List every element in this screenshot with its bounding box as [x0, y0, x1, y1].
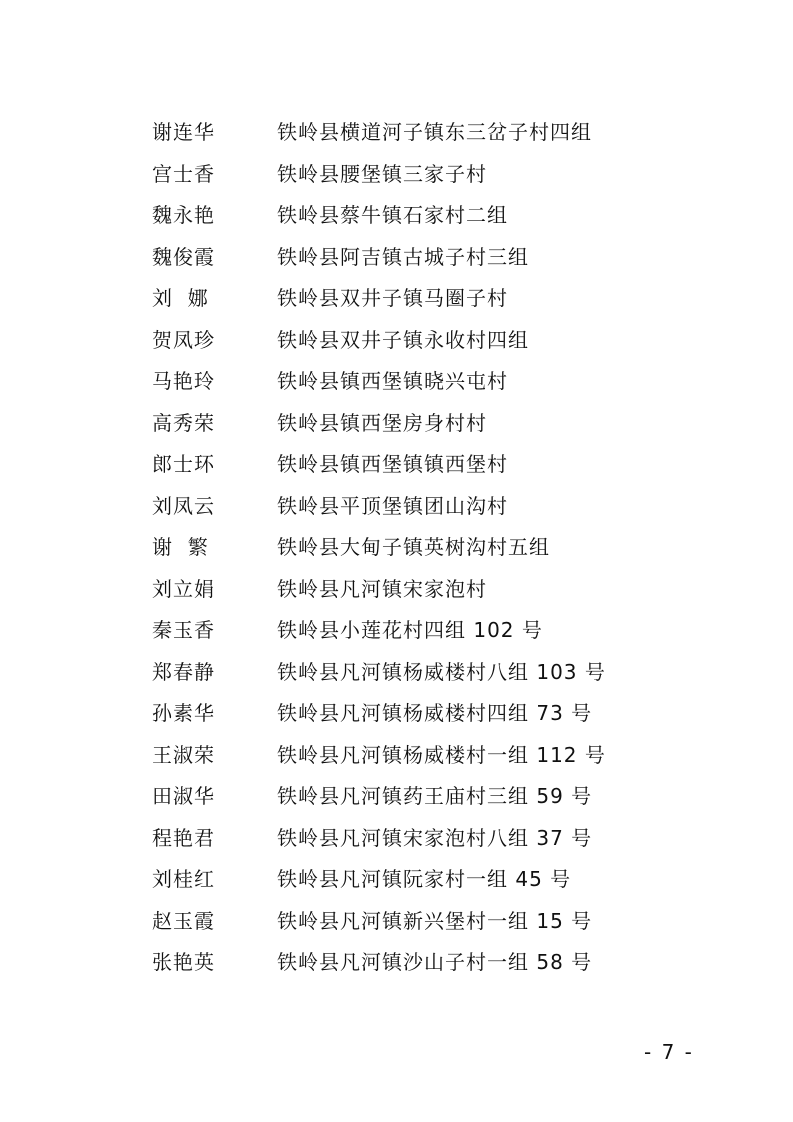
person-address: 铁岭县凡河镇药王庙村三组 59 号: [277, 784, 593, 808]
list-item: [0, 654, 793, 696]
list-item: [0, 363, 793, 405]
person-address: 铁岭县凡河镇宋家泡村八组 37 号: [277, 825, 593, 850]
list-item: [0, 446, 793, 488]
person-address: 铁岭县镇西堡镇晓兴屯村: [277, 369, 508, 393]
person-name: 郎士环: [152, 452, 215, 476]
list-item: [0, 405, 793, 447]
person-address: 铁岭县阿吉镇古城子村三组: [277, 244, 529, 269]
list-item: [0, 529, 793, 571]
person-address: 铁岭县镇西堡镇镇西堡村: [277, 452, 508, 476]
person-name: 程艳君: [152, 825, 215, 850]
list-item: [0, 944, 793, 986]
list-item: [0, 612, 793, 654]
person-name: 赵玉霞: [152, 908, 215, 933]
list-item: [0, 197, 793, 239]
person-address: 铁岭县凡河镇杨威楼村一组 112 号: [277, 742, 606, 767]
person-address: 铁岭县大甸子镇英树沟村五组: [277, 535, 550, 559]
person-address: 铁岭县蔡牛镇石家村二组: [277, 203, 508, 227]
name-address-list: [0, 114, 793, 986]
person-address: 铁岭县横道河子镇东三岔子村四组: [277, 120, 592, 144]
person-name: 刘桂红: [152, 867, 215, 891]
list-item: [0, 156, 793, 198]
list-item: [0, 239, 793, 281]
person-name: 王淑荣: [152, 742, 215, 767]
person-name: 马艳玲: [152, 369, 215, 393]
person-name: 宫士香: [152, 161, 215, 186]
list-item: [0, 695, 793, 737]
person-address: 铁岭县镇西堡房身村村: [277, 410, 487, 435]
person-address: 铁岭县小莲花村四组 102 号: [277, 618, 543, 642]
person-address: 铁岭县凡河镇杨威楼村八组 103 号: [277, 659, 606, 684]
person-name: 谢 繁: [152, 535, 209, 559]
list-item: [0, 820, 793, 862]
person-address: 铁岭县凡河镇沙山子村一组 58 号: [277, 950, 593, 974]
list-item: [0, 280, 793, 322]
list-item: [0, 571, 793, 613]
person-address: 铁岭县双井子镇马圈子村: [277, 286, 508, 310]
person-name: 贺凤珍: [152, 327, 215, 352]
person-name: 刘立娟: [152, 576, 215, 601]
list-item: [0, 488, 793, 530]
person-name: 高秀荣: [152, 410, 215, 435]
person-name: 田淑华: [152, 784, 215, 808]
list-item: [0, 778, 793, 820]
person-name: 魏永艳: [152, 203, 215, 227]
person-name: 刘 娜: [152, 286, 209, 310]
list-item: [0, 114, 793, 156]
person-name: 魏俊霞: [152, 244, 215, 269]
person-address: 铁岭县凡河镇阮家村一组 45 号: [277, 867, 572, 891]
list-item: [0, 903, 793, 945]
person-name: 秦玉香: [152, 618, 215, 642]
person-address: 铁岭县凡河镇宋家泡村: [277, 576, 487, 601]
person-address: 铁岭县凡河镇杨威楼村四组 73 号: [277, 701, 593, 725]
person-name: 谢连华: [152, 120, 215, 144]
page-number: - 7 -: [644, 1040, 694, 1064]
list-item: [0, 322, 793, 364]
list-item: [0, 737, 793, 779]
person-address: 铁岭县双井子镇永收村四组: [277, 327, 529, 352]
list-item: [0, 861, 793, 903]
person-address: 铁岭县腰堡镇三家子村: [277, 161, 487, 186]
person-address: 铁岭县平顶堡镇团山沟村: [277, 493, 508, 518]
person-address: 铁岭县凡河镇新兴堡村一组 15 号: [277, 908, 593, 933]
person-name: 郑春静: [152, 659, 215, 684]
person-name: 张艳英: [152, 950, 215, 974]
person-name: 刘凤云: [152, 493, 215, 518]
person-name: 孙素华: [152, 701, 215, 725]
